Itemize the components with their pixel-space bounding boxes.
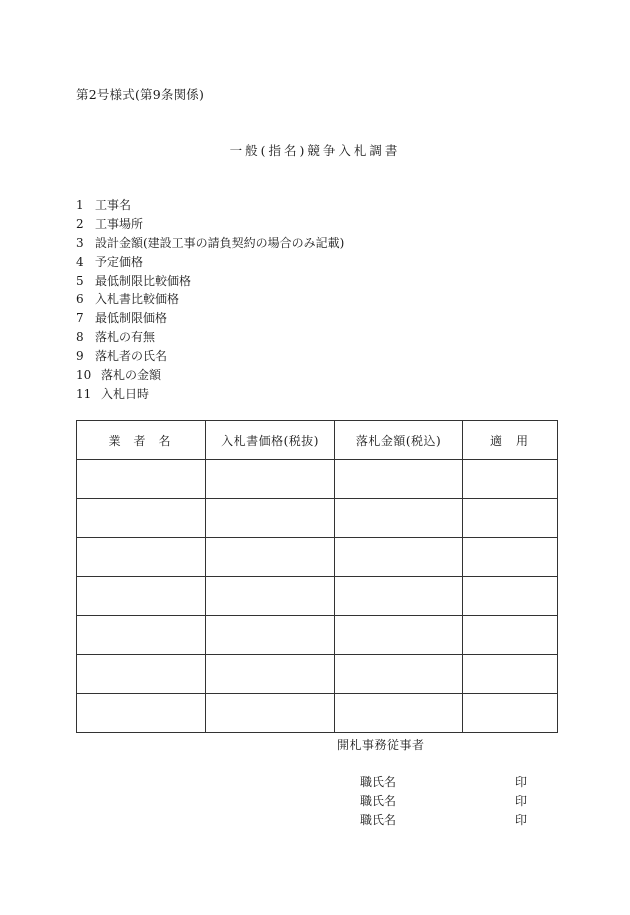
table-row xyxy=(77,460,558,499)
table-cell[interactable] xyxy=(335,655,463,694)
table-cell[interactable] xyxy=(463,538,558,577)
table-cell[interactable] xyxy=(335,538,463,577)
table-cell[interactable] xyxy=(77,616,206,655)
column-header-vendor: 業者名 xyxy=(77,421,206,460)
seal-mark: 印 xyxy=(515,775,528,789)
list-item xyxy=(76,290,344,309)
item-number: 4 xyxy=(76,254,84,269)
list-item xyxy=(76,215,344,234)
official-name-label: 職氏名 xyxy=(360,813,397,827)
official-name-label: 職氏名 xyxy=(360,775,397,789)
table-row xyxy=(77,694,558,733)
item-number: 3 xyxy=(76,235,84,250)
table-cell[interactable] xyxy=(206,499,335,538)
table-cell[interactable] xyxy=(335,499,463,538)
bid-table xyxy=(76,420,558,733)
item-number: 9 xyxy=(76,349,84,364)
table-cell[interactable] xyxy=(335,460,463,499)
item-label: 入札日時 xyxy=(101,386,150,401)
table-cell[interactable] xyxy=(77,460,206,499)
item-number: 6 xyxy=(76,292,84,307)
table-cell[interactable] xyxy=(463,460,558,499)
item-number: 10 xyxy=(76,368,92,383)
table-cell[interactable] xyxy=(335,577,463,616)
table-cell[interactable] xyxy=(463,577,558,616)
item-number: 1 xyxy=(76,198,84,212)
item-number: 11 xyxy=(76,386,92,401)
list-item xyxy=(76,385,344,404)
column-header-bid-price: 入札書価格(税抜) xyxy=(206,421,335,460)
table-row xyxy=(77,538,558,577)
table-cell[interactable] xyxy=(335,694,463,733)
table-cell[interactable] xyxy=(463,616,558,655)
list-item xyxy=(76,347,344,366)
item-label: 落札の有無 xyxy=(95,330,156,345)
list-item xyxy=(76,234,344,253)
list-item xyxy=(76,366,344,385)
table-cell[interactable] xyxy=(463,655,558,694)
seal-mark: 印 xyxy=(515,813,528,827)
item-number: 5 xyxy=(76,273,84,288)
table-cell[interactable] xyxy=(206,616,335,655)
column-header-remarks: 適用 xyxy=(463,421,558,460)
list-item xyxy=(76,309,344,328)
list-item xyxy=(76,253,344,272)
table-cell[interactable] xyxy=(77,655,206,694)
item-label: 最低制限比較価格 xyxy=(95,273,192,288)
table-row xyxy=(77,616,558,655)
table-cell[interactable] xyxy=(206,538,335,577)
table-cell[interactable] xyxy=(463,499,558,538)
table-cell[interactable] xyxy=(463,694,558,733)
seal-mark: 印 xyxy=(515,794,528,808)
item-label: 予定価格 xyxy=(95,254,144,269)
item-label: 落札の金額 xyxy=(101,368,162,383)
table-row xyxy=(77,577,558,616)
list-item xyxy=(76,196,344,215)
table-row xyxy=(77,655,558,694)
table-cell[interactable] xyxy=(77,538,206,577)
item-label: 落札者の氏名 xyxy=(95,349,168,364)
officials-label: 開札事務従事者 xyxy=(337,738,425,752)
item-number: 7 xyxy=(76,311,84,326)
item-label: 入札書比較価格 xyxy=(95,292,180,307)
official-name-label: 職氏名 xyxy=(360,794,397,808)
list-item xyxy=(76,272,344,291)
table-cell[interactable] xyxy=(77,694,206,733)
item-label: 工事名 xyxy=(95,198,132,212)
table-cell[interactable] xyxy=(77,499,206,538)
table-cell[interactable] xyxy=(206,694,335,733)
table-cell[interactable] xyxy=(206,655,335,694)
table-row xyxy=(77,499,558,538)
document-title: 一般(指名)競争入札調書 xyxy=(229,143,401,158)
table-cell[interactable] xyxy=(206,577,335,616)
item-number: 2 xyxy=(76,216,84,231)
column-header-award-amount: 落札金額(税込) xyxy=(335,421,463,460)
table-cell[interactable] xyxy=(335,616,463,655)
item-label: 設計金額(建設工事の請負契約の場合のみ記載) xyxy=(95,235,345,250)
table-cell[interactable] xyxy=(77,577,206,616)
item-label: 工事場所 xyxy=(95,216,144,231)
form-number: 第2号様式(第9条関係) xyxy=(76,87,205,102)
list-item xyxy=(76,328,344,347)
item-list xyxy=(76,196,344,404)
item-number: 8 xyxy=(76,330,84,345)
item-label: 最低制限価格 xyxy=(95,311,168,326)
table-header-row xyxy=(77,421,558,460)
table-cell[interactable] xyxy=(206,460,335,499)
